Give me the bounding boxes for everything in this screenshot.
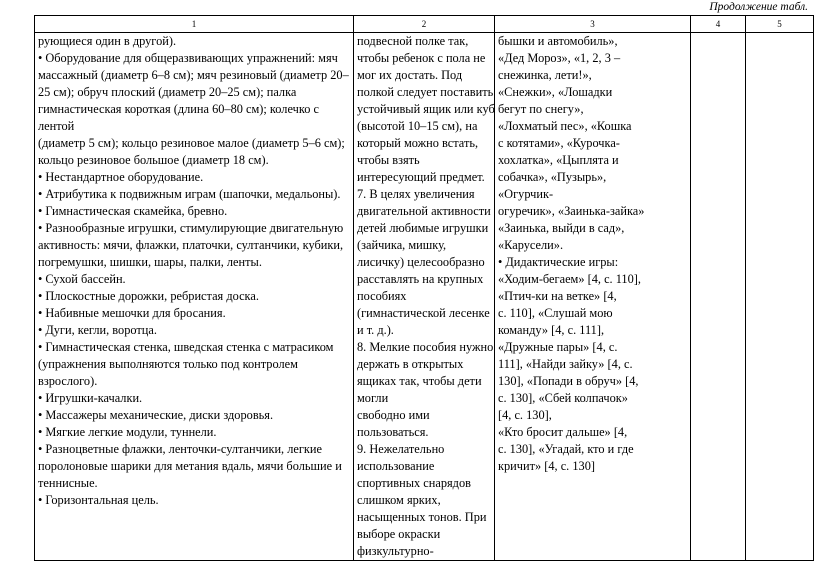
text-line: поролоновые шарики для метания вдаль, мячи большие и bbox=[38, 459, 342, 473]
text-line: 9. Нежелательно bbox=[357, 442, 445, 456]
text-line: выборе окраски bbox=[357, 527, 441, 541]
text-line: 8. Мелкие пособия нужно bbox=[357, 340, 494, 354]
column-header-2: 2 bbox=[354, 16, 495, 33]
text-line: «Снежки», «Лошадки bbox=[498, 85, 613, 99]
text-line: расставлять на крупных bbox=[357, 272, 484, 286]
text-line: хохлатка», «Цыплята и bbox=[498, 153, 619, 167]
text-line: (упражнения выполняются только под контролем bbox=[38, 357, 298, 371]
text-line: физкультурно- bbox=[357, 544, 434, 558]
column-header-1: 1 bbox=[35, 16, 354, 33]
column-2-cell bbox=[354, 33, 495, 561]
text-line: чтобы взять bbox=[357, 153, 420, 167]
text-line: «Заинька, выйди в сад», bbox=[498, 221, 625, 235]
text-line: мог их достать. Под bbox=[357, 68, 463, 82]
text-line: взрослого). bbox=[38, 374, 98, 388]
text-line: «Птич-ки на ветке» [4, bbox=[498, 289, 617, 303]
text-line: слишком ярких, bbox=[357, 493, 441, 507]
text-line: теннисные. bbox=[38, 476, 98, 490]
text-line: • Мягкие легкие модули, туннели. bbox=[38, 424, 350, 441]
text-line: полкой следует поставить bbox=[357, 85, 494, 99]
text-line: бегут по снегу», bbox=[498, 102, 584, 116]
text-line: устойчивый ящик или куб bbox=[357, 102, 495, 116]
text-line: снежинка, лети!», bbox=[498, 68, 592, 82]
text-line: чтобы ребенок с пола не bbox=[357, 51, 486, 65]
text-line: «Карусели». bbox=[498, 238, 564, 252]
text-line: 130], «Попади в обруч» [4, bbox=[498, 374, 639, 388]
text-line: лентой bbox=[38, 119, 75, 133]
text-line: двигательной активности bbox=[357, 204, 491, 218]
column-3-cell bbox=[495, 33, 691, 561]
text-line: • Разнообразные игрушки, стимулирующие двигательную bbox=[38, 220, 350, 237]
text-line: рующиеся один в другой). bbox=[38, 34, 177, 48]
text-line: детей любимые игрушки bbox=[357, 221, 489, 235]
text-line: 25 см); обруч плоский (диаметр 20–25 см); палка bbox=[38, 85, 297, 99]
text-line: • Дидактические игры: bbox=[498, 254, 687, 271]
text-line: могли bbox=[357, 391, 389, 405]
text-line: кричит» [4, с. 130] bbox=[498, 459, 595, 473]
text-line: «Кто бросит дальше» [4, bbox=[498, 425, 628, 439]
text-line: • Дуги, кегли, воротца. bbox=[38, 322, 350, 339]
text-line: «Дружные пары» [4, с. bbox=[498, 340, 618, 354]
text-line: собачка», «Пузырь», bbox=[498, 170, 607, 184]
text-line: «Ходим-бегаем» [4, с. 110], bbox=[498, 272, 641, 286]
text-line: погремушки, шишки, шары, палки, ленты. bbox=[38, 255, 262, 269]
text-line: подвесной полке так, bbox=[357, 34, 469, 48]
text-line: спортивных снарядов bbox=[357, 476, 471, 490]
column-5-cell bbox=[746, 33, 814, 561]
text-line: пользоваться. bbox=[357, 425, 429, 439]
text-line: • Оборудование для общеразвивающих упражнений: мяч bbox=[38, 50, 350, 67]
text-line: 7. В целях увеличения bbox=[357, 187, 475, 201]
text-line: • Горизонтальная цель. bbox=[38, 492, 350, 509]
column-header-3: 3 bbox=[495, 16, 691, 33]
text-line: активность: мячи, флажки, платочки, султанчики, кубики, bbox=[38, 238, 344, 252]
column-header-5: 5 bbox=[746, 16, 814, 33]
header-row bbox=[35, 16, 814, 33]
text-line: • Плоскостные дорожки, ребристая доска. bbox=[38, 288, 350, 305]
text-line: «Лохматый пес», «Кошка bbox=[498, 119, 632, 133]
text-line: (диаметр 5 см); кольцо резиновое малое (диаметр 5–6 см); bbox=[38, 136, 345, 150]
text-line: держать в открытых bbox=[357, 357, 464, 371]
text-line: «Дед Мороз», «1, 2, 3 – bbox=[498, 51, 621, 65]
text-line: (зайчика, мишку, bbox=[357, 238, 447, 252]
text-line: и т. д.). bbox=[357, 323, 394, 337]
text-line: с. 110], «Слушай мою bbox=[498, 306, 613, 320]
text-line: • Игрушки-качалки. bbox=[38, 390, 350, 407]
text-line: команду» [4, с. 111], bbox=[498, 323, 605, 337]
text-line: свободно ими bbox=[357, 408, 430, 422]
text-line: использование bbox=[357, 459, 435, 473]
text-line: • Разноцветные флажки, ленточки-султанчики, легкие bbox=[38, 441, 350, 458]
text-line: «Огурчик- bbox=[498, 187, 554, 201]
text-line: который можно встать, bbox=[357, 136, 479, 150]
text-line: кольцо резиновое большое (диаметр 18 см). bbox=[38, 153, 269, 167]
text-line: • Сухой бассейн. bbox=[38, 271, 350, 288]
column-1-cell bbox=[35, 33, 354, 561]
text-line: ящиках так, чтобы дети bbox=[357, 374, 482, 388]
text-line: (высотой 10–15 см), на bbox=[357, 119, 478, 133]
column-header-4: 4 bbox=[691, 16, 746, 33]
text-line: гимнастическая короткая (длина 60–80 см); колечко с bbox=[38, 102, 319, 116]
text-line: 111], «Найди зайку» [4, с. bbox=[498, 357, 633, 371]
column-4-cell bbox=[691, 33, 746, 561]
equipment-table bbox=[34, 15, 814, 561]
text-line: бышки и автомобиль», bbox=[498, 34, 618, 48]
text-line: с. 130], «Сбей колпачок» bbox=[498, 391, 628, 405]
table-continuation-caption: Продолжение табл. bbox=[709, 1, 808, 13]
text-line: с котятами», «Курочка- bbox=[498, 136, 620, 150]
text-line: [4, с. 130], bbox=[498, 408, 552, 422]
content-row bbox=[35, 33, 814, 561]
text-line: (гимнастической лесенке bbox=[357, 306, 490, 320]
text-line: • Набивные мешочки для бросания. bbox=[38, 305, 350, 322]
text-line: • Гимнастическая стенка, шведская стенка с матрасиком bbox=[38, 339, 350, 356]
text-line: • Нестандартное оборудование. bbox=[38, 169, 350, 186]
text-line: с. 130], «Угадай, кто и где bbox=[498, 442, 634, 456]
text-line: интересующий предмет. bbox=[357, 170, 485, 184]
text-line: • Атрибутика к подвижным играм (шапочки, медальоны). bbox=[38, 186, 350, 203]
text-line: огуречик», «Заинька-зайка» bbox=[498, 204, 645, 218]
text-line: лисичку) целесообразно bbox=[357, 255, 485, 269]
text-line: массажный (диаметр 6–8 см); мяч резиновый (диаметр 20– bbox=[38, 68, 349, 82]
text-line: насыщенных тонов. При bbox=[357, 510, 487, 524]
text-line: пособиях bbox=[357, 289, 407, 303]
text-line: • Гимнастическая скамейка, бревно. bbox=[38, 203, 350, 220]
text-line: • Массажеры механические, диски здоровья. bbox=[38, 407, 350, 424]
